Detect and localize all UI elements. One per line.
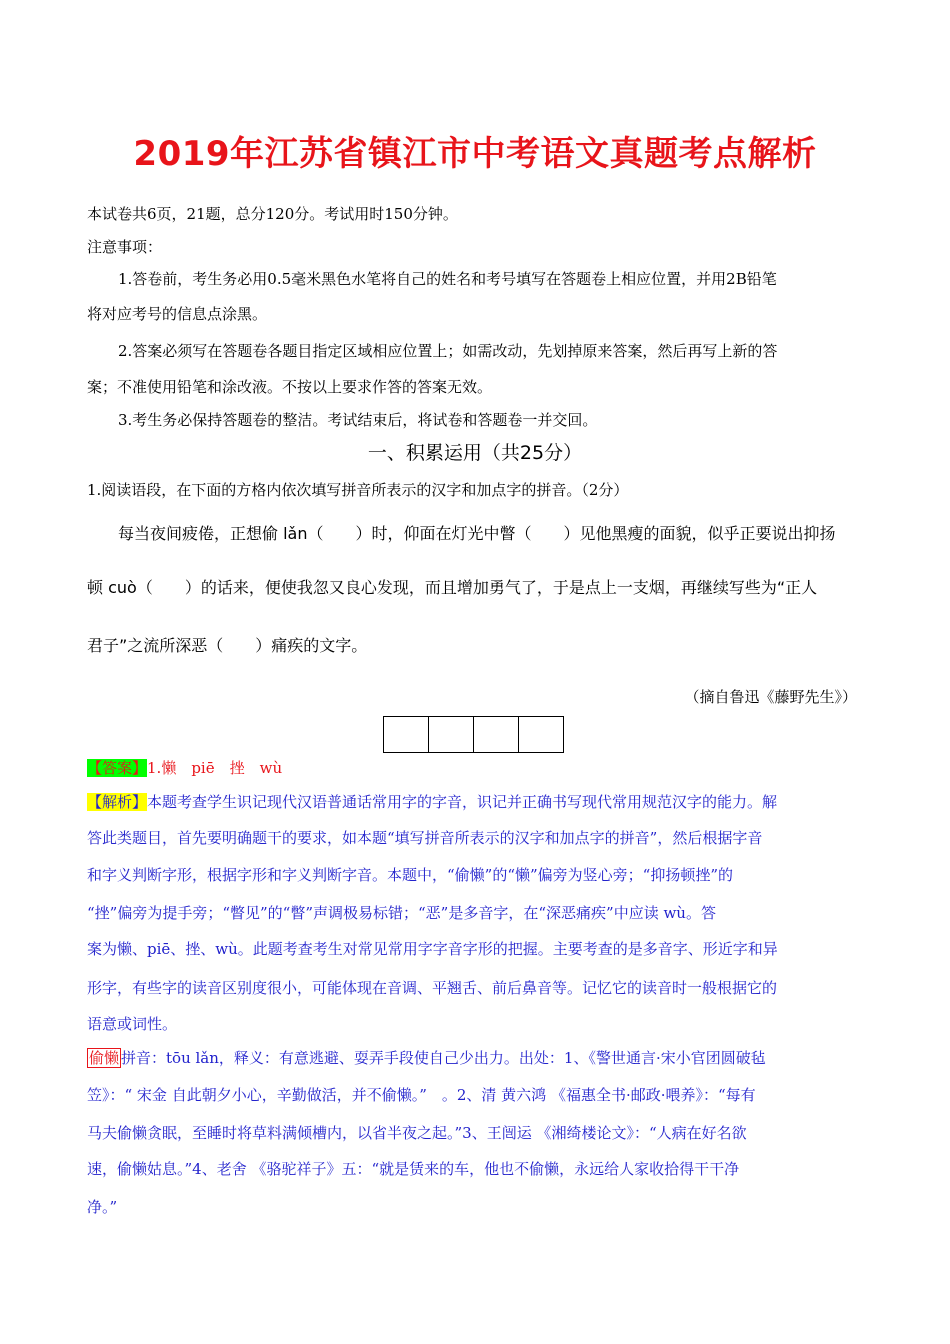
answer-box-2 bbox=[428, 716, 474, 753]
vocab-line-1 bbox=[87, 1047, 766, 1068]
analysis-tag: 【解析】 bbox=[87, 793, 148, 811]
question-1-prompt: 1.阅读语段，在下面的方格内依次填写拼音所表示的汉字和加点字的拼音。（2分） bbox=[87, 481, 629, 499]
vocab-line-5: 净。” bbox=[87, 1198, 118, 1216]
section-heading: 一、积累运用（共25分） bbox=[367, 442, 583, 464]
analysis-line-1 bbox=[87, 791, 777, 812]
notice-item-2a: 2.答案必须写在答题卷各题目指定区域相应位置上；如需改动，先划掉原来答案，然后再写上新的答 bbox=[118, 342, 778, 360]
page-title: 2019年江苏省镇江市中考语文真题考点解析 bbox=[133, 134, 817, 174]
vocab-line-2: 笠》：“ 宋金 自此朝夕小心，辛勤做活，并不偷懒。” 。2、清 黄六鸿 《福惠全书·邮政·喂养》：“每有 bbox=[87, 1086, 756, 1104]
passage-line-1: 每当夜间疲倦，正想偷 lǎn（ ）时，仰面在灯光中瞥（ ）见他黑瘦的面貌，似乎正要说出抑扬 bbox=[118, 524, 836, 543]
analysis-text-1: 本题考查学生识记现代汉语普通话常用字的字音，识记并正确书写现代常用规范汉字的能力。解 bbox=[147, 793, 778, 811]
notice-item-1a: 1.答卷前，考生务必用0.5毫米黑色水笔将自己的姓名和考号填写在答题卷上相应位置，并用2B铅笔 bbox=[118, 270, 777, 288]
answer-line bbox=[87, 757, 282, 778]
answer-tag: 【答案】 bbox=[87, 759, 148, 777]
exam-info: 本试卷共6页，21题，总分120分。考试用时150分钟。 bbox=[87, 205, 458, 223]
notice-item-3: 3.考生务必保持答题卷的整洁。考试结束后，将试卷和答题卷一并交回。 bbox=[118, 411, 598, 429]
answer-box-1 bbox=[383, 716, 429, 753]
vocab-line-4: 速，偷懒姑息。”4、老舍 《骆驼祥子》五：“就是赁来的车，他也不偷懒，永远给人家收拾得干干净 bbox=[87, 1160, 740, 1178]
analysis-line-3: 和字义判断字形，根据字形和字义判断字音。本题中，“偷懒”的“懒”偏旁为竖心旁；“抑扬顿挫”的 bbox=[87, 866, 734, 884]
analysis-line-5: 案为懒、piē、挫、wù。此题考查考生对常见常用字字音字形的把握。主要考查的是多音字、形近字和异 bbox=[87, 940, 778, 958]
vocab-word: 偷懒 bbox=[89, 1049, 120, 1067]
notice-item-1b: 将对应考号的信息点涂黑。 bbox=[87, 305, 268, 323]
analysis-line-7: 语意或词性。 bbox=[87, 1015, 178, 1033]
answer-box-4 bbox=[518, 716, 564, 753]
analysis-line-6: 形字，有些字的读音区别度很小，可能体现在音调、平翘舌、前后鼻音等。记忆它的读音时一般根据它的 bbox=[87, 979, 778, 997]
answer-text: 1.懒 piē 挫 wù bbox=[147, 759, 283, 777]
analysis-line-2: 答此类题目，首先要明确题干的要求，如本题“填写拼音所表示的汉字和加点字的拼音”，然后根据字音 bbox=[87, 829, 763, 847]
analysis-line-4: “挫”偏旁为提手旁；“瞥见”的“瞥”声调极易标错；“恶”是多音字，在“深恶痛疾”中应读 wù。答 bbox=[87, 904, 716, 922]
passage-source: （摘自鲁迅《藤野先生》） bbox=[684, 688, 857, 706]
answer-box-3 bbox=[473, 716, 519, 753]
vocab-line-3: 马夫偷懒贪眠，至睡时将草料满倾槽内，以省半夜之起。”3、王闿运 《湘绮楼论文》：“人病在好名欲 bbox=[87, 1124, 747, 1142]
notice-label: 注意事项： bbox=[87, 238, 163, 256]
notice-item-2b: 案；不准使用铅笔和涂改液。不按以上要求作答的答案无效。 bbox=[87, 378, 493, 396]
answer-grid bbox=[384, 716, 564, 753]
vocab-text-1: 拼音：tōu lǎn，释义：有意逃避、耍弄手段使自己少出力。出处：1、《警世通言·宋小官团圆破毡 bbox=[121, 1049, 766, 1067]
passage-line-3: 君子”之流所深恶（ ）痛疾的文字。 bbox=[87, 636, 368, 655]
passage-line-2: 顿 cuò（ ）的话来，便使我忽又良心发现，而且增加勇气了，于是点上一支烟，再继续写些为“正人 bbox=[87, 578, 818, 597]
